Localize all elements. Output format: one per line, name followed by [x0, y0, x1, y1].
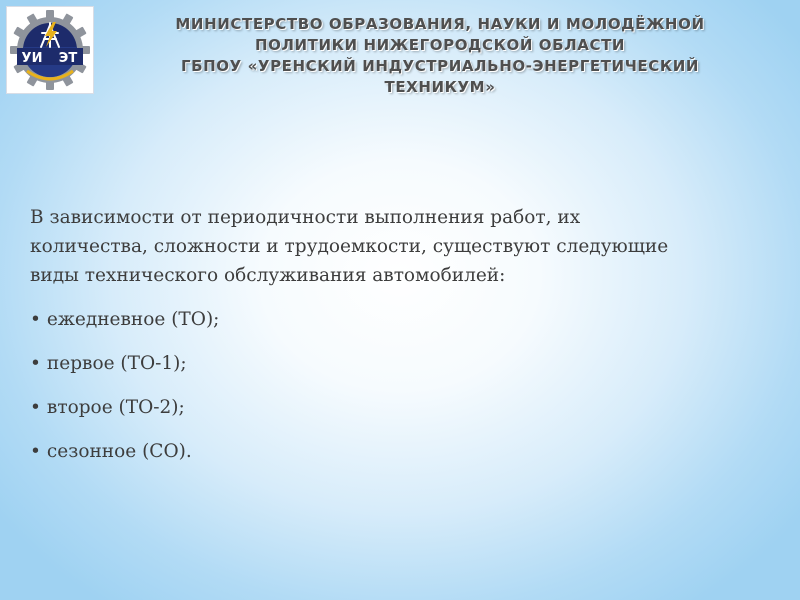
intro-paragraph [30, 203, 780, 290]
header-line: МИНИСТЕРСТВО ОБРАЗОВАНИЯ, НАУКИ И МОЛОДЁЖНОЙ [175, 15, 705, 33]
intro-line: виды технического обслуживания автомобилей: [30, 265, 506, 286]
list-item-text: ежедневное (ТО); [46, 309, 220, 330]
list-item-second [30, 393, 780, 422]
slide-header [120, 14, 760, 98]
header-line: ГБПОУ «УРЕНСКИЙ ИНДУСТРИАЛЬНО-ЭНЕРГЕТИЧЕСКИЙ [180, 57, 700, 75]
bullet-icon: • [30, 397, 41, 418]
college-logo [6, 6, 94, 94]
bullet-icon: • [30, 353, 41, 374]
bullet-icon: • [30, 309, 41, 330]
intro-line: В зависимости от периодичности выполнения работ, их [30, 207, 581, 228]
list-item-daily [30, 305, 780, 334]
maintenance-types-list [30, 305, 780, 466]
logo-text-left: УИ [21, 51, 43, 66]
list-item-text: сезонное (СО). [46, 441, 192, 462]
list-item-text: второе (ТО-2); [46, 397, 185, 418]
list-item-text: первое (ТО-1); [46, 353, 187, 374]
header-line: ПОЛИТИКИ НИЖЕГОРОДСКОЙ ОБЛАСТИ [254, 36, 626, 54]
bullet-icon: • [30, 441, 41, 462]
header-line: ТЕХНИКУМ» [384, 78, 496, 96]
logo-text-right: ЭТ [58, 51, 78, 66]
slide-content [30, 203, 780, 481]
gear-emblem-icon [7, 7, 93, 93]
list-item-first [30, 349, 780, 378]
intro-line: количества, сложности и трудоемкости, существуют следующие [30, 236, 669, 257]
list-item-seasonal [30, 437, 780, 466]
